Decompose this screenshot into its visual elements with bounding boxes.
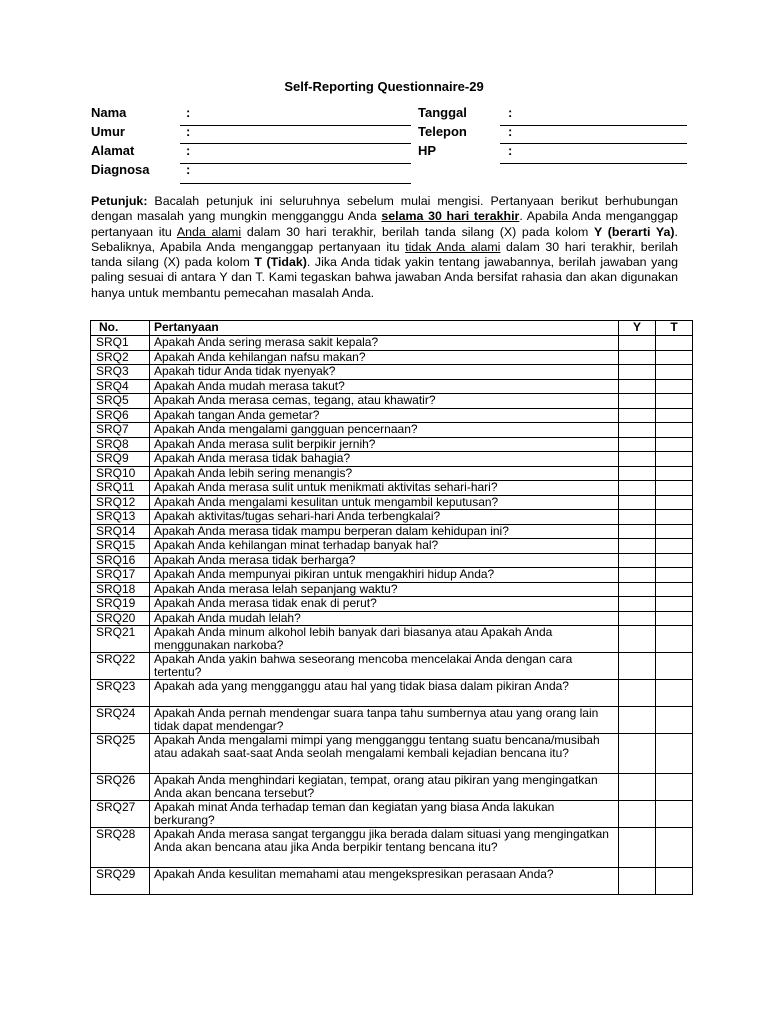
instructions-text: . Sebaliknya, Apabila Anda menganggap pertanyaan itu bbox=[91, 224, 678, 254]
question-text: Apakah Anda merasa tidak bahagia? bbox=[150, 452, 619, 467]
answer-yes-cell[interactable] bbox=[619, 524, 656, 539]
page-title: Self-Reporting Questionnaire-29 bbox=[284, 79, 484, 94]
answer-yes-cell[interactable] bbox=[619, 394, 656, 409]
answer-no-cell[interactable] bbox=[656, 707, 693, 734]
answer-yes-cell[interactable] bbox=[619, 680, 656, 707]
colon: : bbox=[508, 143, 513, 158]
answer-no-cell[interactable] bbox=[656, 734, 693, 774]
instructions-bold: T (Tidak) bbox=[254, 255, 307, 270]
question-number: SRQ4 bbox=[91, 379, 150, 394]
table-row bbox=[91, 597, 693, 612]
question-number: SRQ14 bbox=[91, 524, 150, 539]
label-nama: Nama bbox=[91, 105, 127, 120]
question-number: SRQ1 bbox=[91, 336, 150, 351]
answer-no-cell[interactable] bbox=[656, 379, 693, 394]
instructions-label: Petunjuk: bbox=[91, 194, 148, 208]
answer-yes-cell[interactable] bbox=[619, 774, 656, 801]
table-row bbox=[91, 611, 693, 626]
question-text: Apakah Anda yakin bahwa seseorang mencoba mencelakai Anda dengan cara tertentu? bbox=[150, 653, 619, 680]
table-row bbox=[91, 394, 693, 409]
table-row bbox=[91, 524, 693, 539]
table-row bbox=[91, 437, 693, 452]
answer-yes-cell[interactable] bbox=[619, 452, 656, 467]
answer-no-cell[interactable] bbox=[656, 611, 693, 626]
table-row bbox=[91, 379, 693, 394]
question-number: SRQ5 bbox=[91, 394, 150, 409]
instructions-text: dalam 30 hari terakhir, berilah tanda silang (X) pada kolom bbox=[91, 239, 678, 270]
question-text: Apakah aktivitas/tugas sehari-hari Anda terbengkalai? bbox=[150, 510, 619, 525]
answer-no-cell[interactable] bbox=[656, 336, 693, 351]
table-row bbox=[91, 466, 693, 481]
table-row bbox=[91, 774, 693, 801]
table-row bbox=[91, 553, 693, 568]
table-row bbox=[91, 336, 693, 351]
question-number: SRQ6 bbox=[91, 408, 150, 423]
input-line-diagnosa[interactable] bbox=[180, 183, 411, 184]
answer-yes-cell[interactable] bbox=[619, 408, 656, 423]
instructions-bold: Y (berarti Ya) bbox=[593, 224, 675, 239]
question-number: SRQ22 bbox=[91, 653, 150, 680]
answer-no-cell[interactable] bbox=[656, 452, 693, 467]
question-text: Apakah Anda kesulitan memahami atau mengekspresikan perasaan Anda? bbox=[150, 868, 619, 895]
answer-no-cell[interactable] bbox=[656, 597, 693, 612]
table-row bbox=[91, 365, 693, 380]
answer-yes-cell[interactable] bbox=[619, 553, 656, 568]
answer-yes-cell[interactable] bbox=[619, 734, 656, 774]
answer-no-cell[interactable] bbox=[656, 394, 693, 409]
question-number: SRQ2 bbox=[91, 350, 150, 365]
answer-yes-cell[interactable] bbox=[619, 437, 656, 452]
table-row bbox=[91, 408, 693, 423]
question-text: Apakah Anda kehilangan nafsu makan? bbox=[150, 350, 619, 365]
table-row bbox=[91, 680, 693, 707]
answer-yes-cell[interactable] bbox=[619, 423, 656, 438]
label-tanggal: Tanggal bbox=[418, 105, 467, 120]
question-text: Apakah Anda pernah mendengar suara tanpa tahu sumbernya atau yang orang lain tidak dapat mendengar? bbox=[150, 707, 619, 734]
answer-yes-cell[interactable] bbox=[619, 481, 656, 496]
table-row bbox=[91, 568, 693, 583]
colon: : bbox=[186, 124, 191, 139]
header-yes: Y bbox=[619, 321, 656, 336]
answer-yes-cell[interactable] bbox=[619, 626, 656, 653]
answer-no-cell[interactable] bbox=[656, 539, 693, 554]
question-number: SRQ15 bbox=[91, 539, 150, 554]
answer-no-cell[interactable] bbox=[656, 582, 693, 597]
answer-yes-cell[interactable] bbox=[619, 466, 656, 481]
question-number: SRQ12 bbox=[91, 495, 150, 510]
question-number: SRQ13 bbox=[91, 510, 150, 525]
input-line-nama[interactable] bbox=[180, 125, 411, 126]
question-text: Apakah Anda merasa lelah sepanjang waktu? bbox=[150, 582, 619, 597]
question-text: Apakah Anda mengalami gangguan pencernaan? bbox=[150, 423, 619, 438]
question-text: Apakah Anda sering merasa sakit kepala? bbox=[150, 336, 619, 351]
question-text: Apakah minat Anda terhadap teman dan kegiatan yang biasa Anda lakukan berkurang? bbox=[150, 801, 619, 828]
table-row bbox=[91, 539, 693, 554]
answer-no-cell[interactable] bbox=[656, 868, 693, 895]
question-text: Apakah Anda merasa cemas, tegang, atau khawatir? bbox=[150, 394, 619, 409]
answer-yes-cell[interactable] bbox=[619, 379, 656, 394]
table-row bbox=[91, 510, 693, 525]
instructions-paragraph bbox=[91, 194, 678, 301]
answer-no-cell[interactable] bbox=[656, 653, 693, 680]
question-number: SRQ25 bbox=[91, 734, 150, 774]
question-number: SRQ8 bbox=[91, 437, 150, 452]
answer-yes-cell[interactable] bbox=[619, 568, 656, 583]
colon: : bbox=[508, 105, 513, 120]
question-text: Apakah Anda merasa sangat terganggu jika berada dalam situasi yang mengingatkan Anda akan bencana atau jika Anda berpikir tentang bencana itu? bbox=[150, 828, 619, 868]
answer-yes-cell[interactable] bbox=[619, 365, 656, 380]
question-number: SRQ19 bbox=[91, 597, 150, 612]
question-text: Apakah ada yang mengganggu atau hal yang tidak biasa dalam pikiran Anda? bbox=[150, 680, 619, 707]
question-text: Apakah Anda merasa sulit untuk menikmati aktivitas sehari-hari? bbox=[150, 481, 619, 496]
input-line-alamat[interactable] bbox=[180, 163, 411, 164]
question-text: Apakah Anda mempunyai pikiran untuk mengakhiri hidup Anda? bbox=[150, 568, 619, 583]
header-no: No. bbox=[91, 321, 150, 336]
instructions-underline: tidak Anda alami bbox=[405, 239, 501, 254]
question-number: SRQ7 bbox=[91, 423, 150, 438]
answer-yes-cell[interactable] bbox=[619, 510, 656, 525]
answer-yes-cell[interactable] bbox=[619, 653, 656, 680]
header-no-answer: T bbox=[656, 321, 693, 336]
questions-table bbox=[90, 320, 693, 895]
answer-yes-cell[interactable] bbox=[619, 801, 656, 828]
colon: : bbox=[508, 124, 513, 139]
answer-no-cell[interactable] bbox=[656, 408, 693, 423]
answer-yes-cell[interactable] bbox=[619, 868, 656, 895]
label-hp: HP bbox=[418, 143, 437, 158]
question-text: Apakah tidur Anda tidak nyenyak? bbox=[150, 365, 619, 380]
answer-no-cell[interactable] bbox=[656, 365, 693, 380]
question-number: SRQ28 bbox=[91, 828, 150, 868]
table-row bbox=[91, 707, 693, 734]
input-line-hp[interactable] bbox=[500, 163, 687, 164]
instructions-text: Bacalah petunjuk ini seluruhnya sebelum mulai mengisi. Pertanyaan berikut berhubungan dengan masalah yang mungkin mengganggu Anda bbox=[91, 194, 678, 224]
question-number: SRQ3 bbox=[91, 365, 150, 380]
answer-no-cell[interactable] bbox=[656, 510, 693, 525]
answer-no-cell[interactable] bbox=[656, 350, 693, 365]
question-text: Apakah Anda merasa tidak mampu berperan dalam kehidupan ini? bbox=[150, 524, 619, 539]
question-number: SRQ17 bbox=[91, 568, 150, 583]
table-row bbox=[91, 653, 693, 680]
answer-yes-cell[interactable] bbox=[619, 336, 656, 351]
question-text: Apakah Anda mudah lelah? bbox=[150, 611, 619, 626]
answer-no-cell[interactable] bbox=[656, 626, 693, 653]
question-number: SRQ9 bbox=[91, 452, 150, 467]
question-number: SRQ29 bbox=[91, 868, 150, 895]
answer-no-cell[interactable] bbox=[656, 524, 693, 539]
instructions-text: dalam 30 hari terakhir, berilah tanda silang (X) pada kolom bbox=[241, 224, 594, 239]
question-number: SRQ26 bbox=[91, 774, 150, 801]
colon: : bbox=[186, 162, 191, 177]
label-telepon: Telepon bbox=[418, 124, 467, 139]
answer-yes-cell[interactable] bbox=[619, 539, 656, 554]
answer-no-cell[interactable] bbox=[656, 568, 693, 583]
question-text: Apakah Anda mengalami kesulitan untuk mengambil keputusan? bbox=[150, 495, 619, 510]
instructions-underline: Anda alami bbox=[176, 224, 242, 239]
question-text: Apakah Anda kehilangan minat terhadap banyak hal? bbox=[150, 539, 619, 554]
answer-no-cell[interactable] bbox=[656, 466, 693, 481]
question-text: Apakah Anda lebih sering menangis? bbox=[150, 466, 619, 481]
answer-yes-cell[interactable] bbox=[619, 495, 656, 510]
table-row bbox=[91, 734, 693, 774]
table-header-row bbox=[91, 321, 693, 336]
answer-no-cell[interactable] bbox=[656, 423, 693, 438]
answer-no-cell[interactable] bbox=[656, 553, 693, 568]
answer-no-cell[interactable] bbox=[656, 774, 693, 801]
instructions-emphasis: selama 30 hari terakhir bbox=[381, 209, 520, 224]
table-row bbox=[91, 868, 693, 895]
table-row bbox=[91, 582, 693, 597]
questions-body bbox=[91, 336, 693, 895]
answer-yes-cell[interactable] bbox=[619, 707, 656, 734]
question-text: Apakah Anda merasa sulit berpikir jernih? bbox=[150, 437, 619, 452]
table-row bbox=[91, 350, 693, 365]
input-line-telepon[interactable] bbox=[500, 143, 687, 144]
answer-no-cell[interactable] bbox=[656, 680, 693, 707]
table-row bbox=[91, 452, 693, 467]
table-row bbox=[91, 801, 693, 828]
question-number: SRQ24 bbox=[91, 707, 150, 734]
table-row bbox=[91, 423, 693, 438]
label-umur: Umur bbox=[91, 124, 125, 139]
table-row bbox=[91, 828, 693, 868]
question-number: SRQ21 bbox=[91, 626, 150, 653]
answer-yes-cell[interactable] bbox=[619, 828, 656, 868]
question-number: SRQ18 bbox=[91, 582, 150, 597]
label-alamat: Alamat bbox=[91, 143, 135, 158]
table-row bbox=[91, 495, 693, 510]
label-diagnosa: Diagnosa bbox=[91, 162, 150, 177]
question-text: Apakah Anda minum alkohol lebih banyak dari biasanya atau Apakah Anda menggunakan narkoba? bbox=[150, 626, 619, 653]
answer-no-cell[interactable] bbox=[656, 495, 693, 510]
question-text: Apakah tangan Anda gemetar? bbox=[150, 408, 619, 423]
answer-no-cell[interactable] bbox=[656, 437, 693, 452]
question-number: SRQ10 bbox=[91, 466, 150, 481]
question-text: Apakah Anda merasa tidak enak di perut? bbox=[150, 597, 619, 612]
answer-no-cell[interactable] bbox=[656, 481, 693, 496]
answer-yes-cell[interactable] bbox=[619, 582, 656, 597]
colon: : bbox=[186, 143, 191, 158]
input-line-umur[interactable] bbox=[180, 143, 411, 144]
table-row bbox=[91, 481, 693, 496]
question-number: SRQ11 bbox=[91, 481, 150, 496]
answer-no-cell[interactable] bbox=[656, 801, 693, 828]
answer-yes-cell[interactable] bbox=[619, 350, 656, 365]
table-row bbox=[91, 626, 693, 653]
question-text: Apakah Anda mudah merasa takut? bbox=[150, 379, 619, 394]
answer-yes-cell[interactable] bbox=[619, 597, 656, 612]
question-text: Apakah Anda menghindari kegiatan, tempat, orang atau pikiran yang mengingatkan Anda akan bencana tersebut? bbox=[150, 774, 619, 801]
header-question: Pertanyaan bbox=[150, 321, 619, 336]
question-number: SRQ16 bbox=[91, 553, 150, 568]
question-text: Apakah Anda merasa tidak berharga? bbox=[150, 553, 619, 568]
question-number: SRQ27 bbox=[91, 801, 150, 828]
question-number: SRQ23 bbox=[91, 680, 150, 707]
question-number: SRQ20 bbox=[91, 611, 150, 626]
answer-no-cell[interactable] bbox=[656, 828, 693, 868]
question-text: Apakah Anda mengalami mimpi yang mengganggu tentang suatu bencana/musibah atau adakah saat-saat Anda seolah mengalami kembali kejadian bencana itu? bbox=[150, 734, 619, 774]
answer-yes-cell[interactable] bbox=[619, 611, 656, 626]
colon: : bbox=[186, 105, 191, 120]
input-line-tanggal[interactable] bbox=[500, 125, 687, 126]
instructions-text: . Apabila Anda menganggap pertanyaan itu bbox=[91, 209, 678, 239]
instructions-text: . Jika Anda tidak yakin tentang jawabannya, berilah jawaban yang paling sesuai di antara Y dan T. Kami tegaskan bahwa jawaban Anda bersifat rahasia dan akan digunakan hanya untuk membantu pemecahan masalah Anda. bbox=[91, 255, 678, 300]
